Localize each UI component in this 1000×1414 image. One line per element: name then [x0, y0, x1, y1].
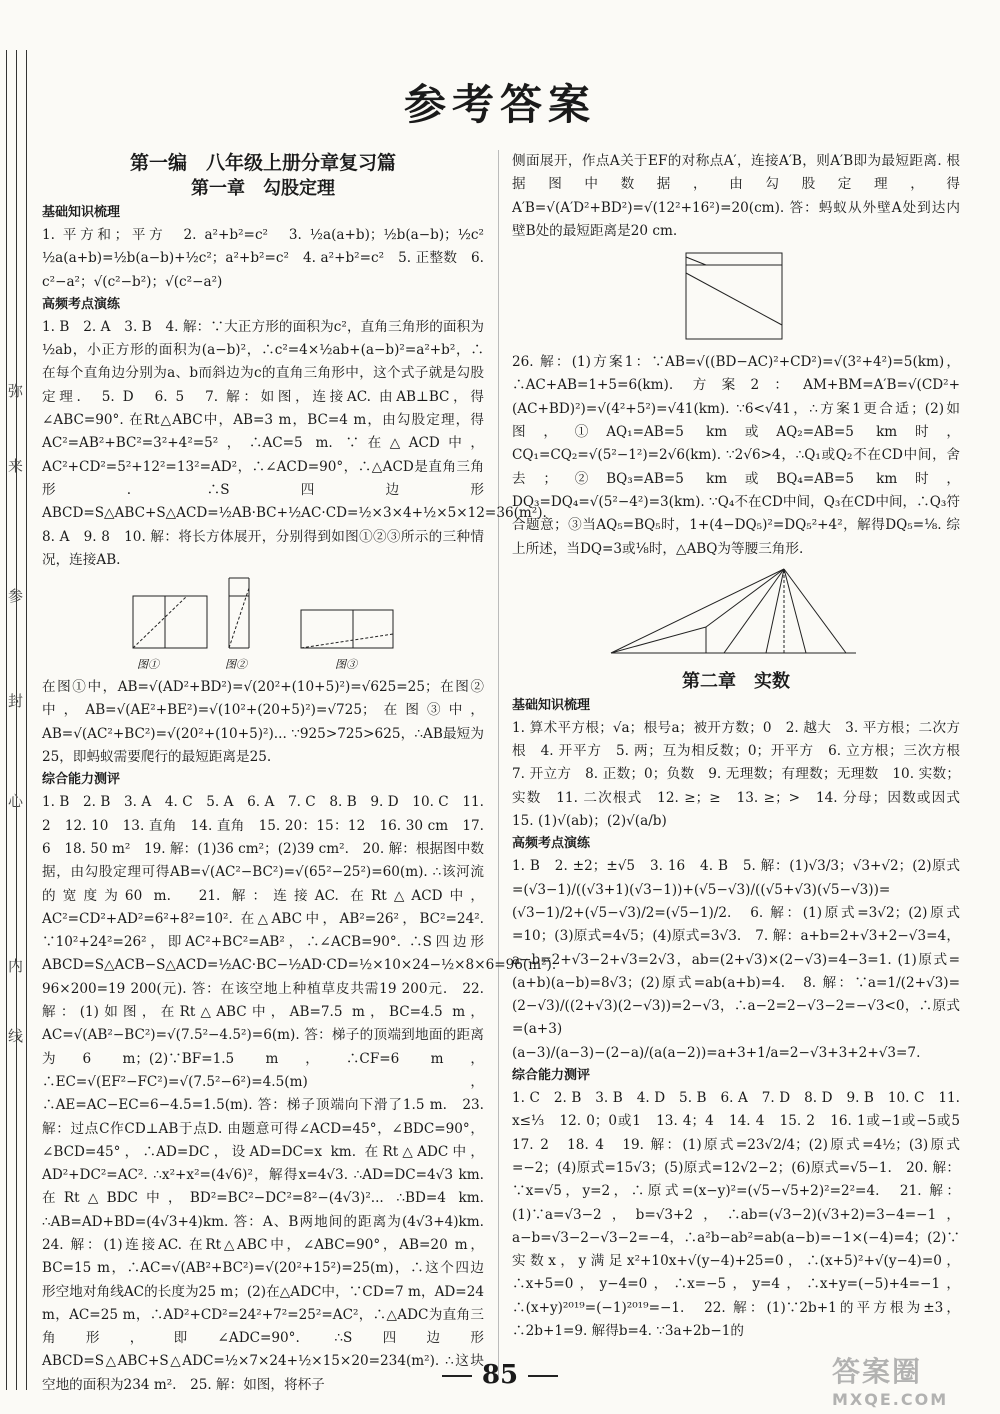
binding-char: 封 [8, 692, 24, 710]
binding-char: 弥 [8, 382, 24, 400]
answer-paragraph: 1. 平方和；平方 2. a²+b²=c² 3. ½a(a+b)；½b(a−b)；½c² ½a(a+b)=½b(a−b)+½c²；a²+b²=c² 4. a²+b²=c² 5. 正整数 6. c²−a²；√(c²−b²)；√(c²−a²) [42, 227, 498, 290]
answer-paragraph: 1. B 2. A 3. B 4. 解：∵大正方形的面积为c²，直角三角形的面积为½ab，小正方形的面积为(a−b)²，∴c²=4×½ab+(a−b)²=a²+b²，∴在每个直角边分别为a、b而斜边为c的直角三角形中，这个式子就是勾股定理. 5. D 6. 5 7. 解：如图，连接AC. 由AB⊥BC，得∠ABC=90°. 在Rt△ABC中，AB=3 m，BC=4 m，由勾股定理，得AC²=AB²+BC²=3²+4²=5²，∴AC=5 m. ∵在△ACD中，AC²+CD²=5²+12²=13²=AD²，∴∠ACD=90°，∴△ACD是直角三角形. ∴S四边形ABCD=S△ABC+S△ACD=½AB·BC+½AC·CD=½×3×4+½×5×12=36(m²). 8. A 9. 8 10. 解：将长方体展开，分别得到如图①②③所示的三种情况，连接AB. [42, 318, 561, 568]
right-column [512, 150, 974, 1343]
subsection-heading: 高频考点演练 [512, 836, 591, 852]
binding-char: 内 [8, 957, 24, 975]
isosceles-triangle-figure [606, 565, 866, 665]
chapter-heading: 第一章 勾股定理 [191, 178, 335, 199]
watermark-logo-text: 答案圈 [832, 1355, 923, 1388]
binding-line [6, 50, 7, 1390]
chapter-heading: 第二章 实数 [682, 670, 790, 692]
page-number-dash [442, 1375, 472, 1377]
binding-char: 线 [8, 1027, 24, 1045]
watermark-url: MXQE.COM [832, 1390, 949, 1409]
section-heading: 第一编 八年级上册分章复习篇 [129, 152, 396, 174]
page-number-dash [528, 1375, 558, 1377]
figure-caption: 图② [225, 658, 247, 672]
page-title: 参考答案 [403, 80, 596, 129]
figure-caption: 图① [137, 658, 159, 672]
column-divider [498, 150, 499, 1380]
cuboid-unfolding-figure [113, 576, 413, 672]
binding-line [16, 50, 17, 1390]
answer-paragraph: 26. 解：(1)方案1：∵AB=√((BD−AC)²+CD²)=√(3²+4²)=5(km)，∴AC+AB=1+5=6(km). 方案2：AM+BM=A′B=√(CD²+(AC+BD)²)=√(4²+5²)=√41(km). ∵6<√41，∴方案1更合适；(2)如图，①AQ₁=AB=5 km或AQ₂=AB=5 km时，CQ₁=CQ₂=√(5²−1²)=2√6(km). ∵2√6>4，∴Q₁或Q₂不在CD中间，舍去；②BQ₃=AB=5 km或BQ₄=AB=5 km时，DQ₃=DQ₄=√(5²−4²)=3(km). ∵Q₄不在CD中间，Q₃在CD中间，∴Q₃符合题意；③当AQ₅=BQ₅时，1+(4−DQ₅)²=DQ₅²+4²，解得DQ₅=⅛. 综上所述，当DQ=3或⅛时，△ABQ为等腰三角形. [512, 354, 960, 557]
binding-char: 参 [8, 587, 24, 605]
site-watermark [832, 1350, 982, 1412]
answer-paragraph: 1. B 2. ±2；±√5 3. 16 4. B 5. 解：(1)√3/3；√3+√2；(2)原式=(√3−1)/((√3+1)(√3−1))+(√5−√3)/((√5+√3)(√5−√3))=(√3−1)/2+(√5−√3)/2=(√5−1)/2. 6. 解：(1)原式=3√2；(2)原式=10；(3)原式=4√5；(4)原式=3√3. 7. 解：a+b=2+√3+2−√3=4，a−b=2+√3−2+√3=2√3，ab=(2+√3)×(2−√3)=4−3=1. (1)原式=(a+b)(a−b)=8√3；(2)原式=ab(a+b)=4. 8. 解：∵a=1/(2+√3)=(2−√3)/((2+√3)(2−√3))=2−√3，∴a−2=2−√3−2=−√3<0，∴原式=(a+3)(a−3)/(a−3)−(2−a)/(a(a−2))=a+3+1/a=2−√3+3+2+√3=7. [512, 858, 960, 1061]
cup-unfolding-figure [676, 247, 796, 347]
subsection-heading: 基础知识梳理 [42, 205, 121, 220]
answer-paragraph: 1. B 2. B 3. A 4. C 5. A 6. A 7. C 8. B 9. D 10. C 11. 2 12. 10 13. 直角 14. 直角 15. 20：15：12 16. 30 cm 17. 6 18. 50 m² 19. 解：(1)36 cm²；(2)39 cm². 20. 解：根据图中数据，由勾股定理可得AB=√(AC²−BC²)=√(65²−25²)=60(m). ∴该河流的宽度为60 m. 21. 解：连接AC. 在Rt△ACD中，AC²=CD²+AD²=6²+8²=10². 在△ABC中，AB²=26²，BC²=24². ∵10²+24²=26²，即AC²+BC²=AB²，∴∠ACB=90°. ∴S四边形ABCD=S△ACB−S△ACD=½AC·BC−½AD·CD=½×10×24−½×8×6=96(m²). 96×200=19 200(元). 答：在该空地上种植草皮共需19 200元. 22. 解：(1)如图，在Rt△ABC中，AB=7.5 m，BC=4.5 m，AC=√(AB²−BC²)=√(7.5²−4.5²)=6(m). 答：梯子的顶端到地面的距离为6 m；(2)∵BF=1.5 m，∴CF=6 m，∴EC=√(EF²−FC²)=√(7.5²−6²)=4.5(m)，∴AE=AC−EC=6−4.5=1.5(m). 答：梯子顶端向下滑了1.5 m. 23. 解：过点C作CD⊥AB于点D. 由题意可得∠ACD=45°，∠BDC=90°，∠BCD=45°，∴AD=DC，设AD=DC=x km. 在Rt△ADC中，AD²+DC²=AC². ∴x²+x²=(4√6)²，解得x=4√3. ∴AD=DC=4√3 km. 在Rt△BDC中，BD²=BC²−DC²=8²−(4√3)²... ∴BD=4 km. ∴AB=AD+BD=(4√3+4)km. 答：A、B两地间的距离为(4√3+4)km. 24. 解：(1)连接AC. 在Rt△ABC中，∠ABC=90°，AB=20 m，BC=15 m，∴AC=√(AB²+BC²)=√(20²+15²)=25(m)，∴这个四边形空地对角线AC的长度为25 m；(2)在△ADC中，∵CD=7 m，AD=24 m，AC=25 m，∴AD²+CD²=24²+7²=25²=AC²，∴△ADC为直角三角形，即∠ADC=90°. ∴S四边形ABCD=S△ABC+S△ADC=½×7×24+½×15×20=234(m²). ∴这块空地的面积为234 m². 25. 解：如图，将杯子 [42, 794, 557, 1393]
page-number-value: 85 [481, 1360, 519, 1390]
answer-paragraph: 在图①中，AB=√(AD²+BD²)=√(20²+(10+5)²)=√625=25；在图②中，AB=√(AE²+BE²)=√(10²+(20+5)²)=√725；在图③中，AB=√(AC²+BC²)=√(20²+(10+5)²)... ∵925>725>625，∴AB最短为25，即蚂蚁需要爬行的最短距离是25. [42, 679, 484, 766]
left-column [42, 150, 561, 1397]
binding-char: 来 [8, 457, 24, 475]
subsection-heading: 综合能力测评 [42, 772, 121, 788]
answer-paragraph: 1. 算术平方根；√a；根号a；被开方数；0 2. 越大 3. 平方根；二次方根 4. 开平方 5. 两；互为相反数；0；开平方 6. 立方根；三次方根 7. 开立方 8. 正数；0；负数 9. 无理数；有理数；无理数 10. 实数；实数 11. 二次根式 12. ≥；≥ 13. ≥；> 14. 分母；因数或因式 15. (1)√(ab)；(2)√(a/b) [512, 719, 974, 830]
subsection-heading: 高频考点演练 [42, 296, 121, 312]
answer-paragraph: 1. C 2. B 3. B 4. D 5. B 6. A 7. D 8. D 9. B 10. C 11. x≤⅓ 12. 0；0或1 13. 4；4 14. 4 15. 2 16. 1或−1或−5或5 17. 2 18. 4 19. 解：(1)原式=23√2/4；(2)原式=4½；(3)原式=−2；(4)原式=15√3；(5)原式=12√2−2；(6)原式=√5−1. 20. 解：∵x=√5，y=2，∴原式=(x−y)²=(√5−√5+2)²=2²=4. 21. 解：(1)∵a=√3−2，b=√3+2，∴ab=(√3−2)(√3+2)=3−4=−1，a−b=√3−2−√3−2=−4，∴a²b−ab²=ab(a−b)=−1×(−4)=4；(2)∵实数x，y满足x²+10x+√(y−4)+25=0，∴(x+5)²+√(y−4)=0，∴x+5=0，y−4=0，∴x=−5，y=4，∴x+y=(−5)+4=−1，∴(x+y)²⁰¹⁹=(−1)²⁰¹⁹=−1. 22. 解：(1)∵2b+1的平方根为±3，∴2b+1=9. 解得b=4. ∵3a+2b−1的 [512, 1090, 974, 1339]
binding-line [26, 50, 27, 1390]
binding-char: 心 [8, 792, 24, 810]
subsection-heading: 基础知识梳理 [512, 697, 591, 713]
subsection-heading: 综合能力测评 [512, 1068, 591, 1084]
figure-caption: 图③ [335, 658, 357, 672]
answer-paragraph: 侧面展开，作点A关于EF的对称点A′，连接A′B，则A′B即为最短距离. 根据图中数据，由勾股定理，得A′B=√(A′D²+BD²)=√(12²+16²)=20(cm). 答：蚂蚁从外壁A处到达内壁B处的最短距离是20 cm. [512, 153, 960, 239]
